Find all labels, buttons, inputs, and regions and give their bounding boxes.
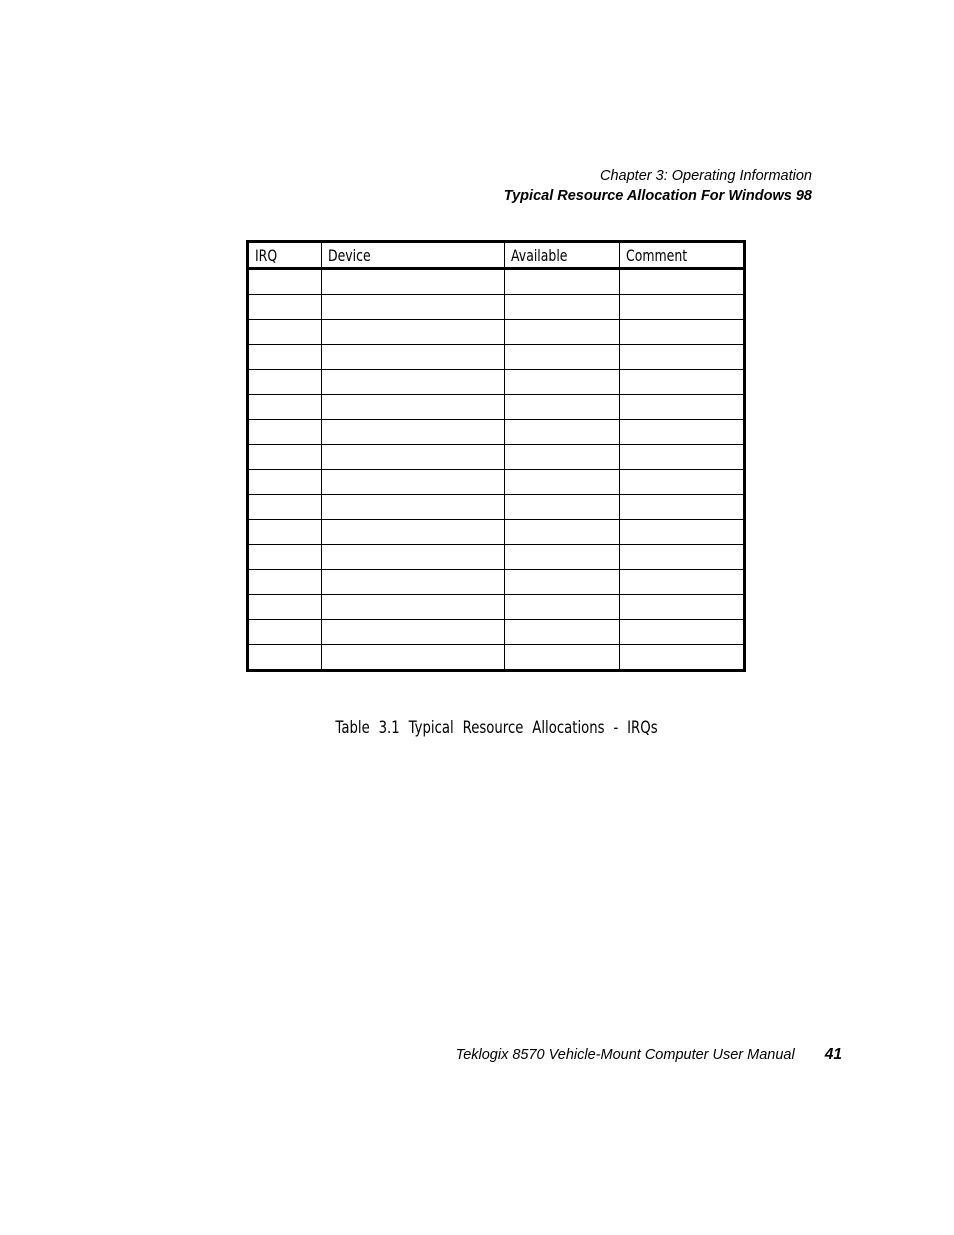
table-row: [248, 645, 745, 671]
table-cell: [322, 420, 505, 445]
table-row: [248, 495, 745, 520]
table-cell: [505, 445, 620, 470]
table-cell: [248, 595, 322, 620]
table-cell: [620, 620, 745, 645]
table-cell: [620, 395, 745, 420]
irq-allocation-table: [246, 240, 746, 672]
table-row: [248, 370, 745, 395]
table-cell: [505, 545, 620, 570]
table-cell: [620, 645, 745, 671]
table-cell: [322, 345, 505, 370]
table-cell: [505, 420, 620, 445]
table-cell: [248, 345, 322, 370]
table-cell: [322, 269, 505, 295]
table-cell: [322, 370, 505, 395]
table-cell: [620, 295, 745, 320]
table-row: [248, 320, 745, 345]
table-cell: [248, 645, 322, 671]
table-cell: [620, 370, 745, 395]
irq-table-container: [246, 240, 746, 672]
table-cell: [248, 370, 322, 395]
column-header-comment: Comment: [620, 242, 745, 269]
running-head: [504, 166, 812, 206]
table-cell: [505, 520, 620, 545]
table-cell: [322, 470, 505, 495]
table-cell: [322, 445, 505, 470]
table-row: [248, 445, 745, 470]
table-cell: [505, 620, 620, 645]
table-row: [248, 395, 745, 420]
manual-title: Teklogix 8570 Vehicle-Mount Computer User Manual: [455, 1047, 795, 1063]
table-cell: [620, 345, 745, 370]
section-title: Typical Resource Allocation For Windows 98: [503, 188, 812, 204]
chapter-title: Chapter 3: Operating Information: [600, 168, 812, 184]
table-cell: [505, 345, 620, 370]
table-cell: [505, 470, 620, 495]
table-cell: [248, 470, 322, 495]
table-cell: [620, 320, 745, 345]
table-row: [248, 269, 745, 295]
table-cell: [620, 570, 745, 595]
table-cell: [505, 645, 620, 671]
table-cell: [248, 495, 322, 520]
table-body: [248, 269, 745, 671]
table-cell: [620, 495, 745, 520]
table-cell: [505, 395, 620, 420]
table-cell: [505, 595, 620, 620]
table-cell: [505, 570, 620, 595]
table-row: [248, 570, 745, 595]
table-row: [248, 520, 745, 545]
table-cell: [505, 320, 620, 345]
table-cell: [248, 269, 322, 295]
table-cell: [248, 545, 322, 570]
table-cell: [620, 545, 745, 570]
table-cell: [322, 520, 505, 545]
table-header-row: [248, 242, 745, 269]
table-cell: [322, 620, 505, 645]
table-cell: [248, 445, 322, 470]
table-cell: [620, 420, 745, 445]
table-cell: [620, 445, 745, 470]
table-cell: [322, 495, 505, 520]
table-cell: [248, 570, 322, 595]
table-cell: [248, 395, 322, 420]
table-cell: [620, 595, 745, 620]
table-cell: [322, 645, 505, 671]
table-cell: [322, 295, 505, 320]
page-footer: [456, 1046, 842, 1064]
table-row: [248, 595, 745, 620]
table-cell: [248, 420, 322, 445]
table-row: [248, 345, 745, 370]
table-row: [248, 620, 745, 645]
column-header-irq: IRQ: [248, 242, 322, 269]
column-header-available: Available: [505, 242, 620, 269]
table-cell: [322, 545, 505, 570]
table-row: [248, 470, 745, 495]
table-cell: [505, 495, 620, 520]
table-cell: [248, 620, 322, 645]
table-row: [248, 295, 745, 320]
table-cell: [620, 520, 745, 545]
table-cell: [322, 395, 505, 420]
table-cell: [620, 269, 745, 295]
table-cell: [248, 520, 322, 545]
page-number: 41: [824, 1046, 842, 1063]
table-row: [248, 545, 745, 570]
column-header-device: Device: [322, 242, 505, 269]
table-cell: [620, 470, 745, 495]
table-cell: [248, 295, 322, 320]
table-cell: [505, 295, 620, 320]
table-cell: [322, 320, 505, 345]
table-cell: [505, 269, 620, 295]
table-cell: [248, 320, 322, 345]
table-cell: [505, 370, 620, 395]
table-caption: Table 3.1 Typical Resource Allocations - IRQs: [335, 718, 659, 738]
table-row: [248, 420, 745, 445]
table-cell: [322, 570, 505, 595]
table-cell: [322, 595, 505, 620]
